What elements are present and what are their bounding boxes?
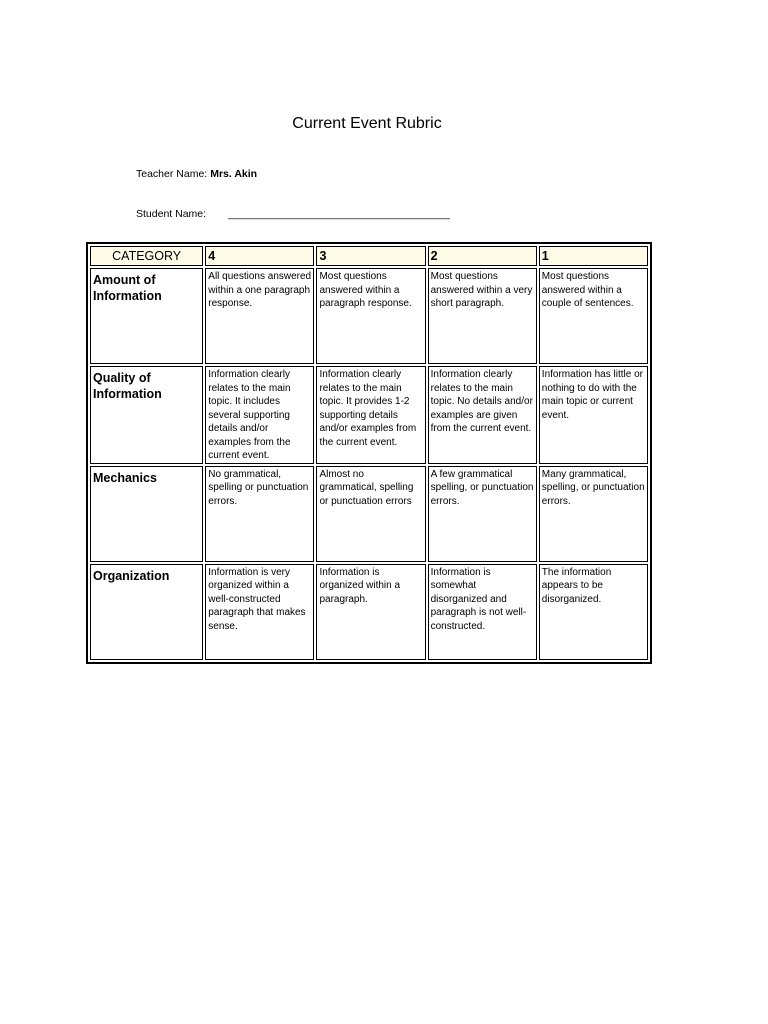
header-level-3-cell: 3 (316, 246, 425, 266)
category-cell: Mechanics (90, 466, 203, 562)
criteria-cell-level-2: Information clearly relates to the main topic. No details and/or examples are given from the current event. (428, 366, 537, 464)
student-name-blank: ________________________________________ (228, 208, 450, 220)
criteria-cell-level-4: Information clearly relates to the main topic. It includes several supporting details and/or examples from the current event. (205, 366, 314, 464)
header-level-4-cell: 4 (205, 246, 314, 266)
header-level-1-cell: 1 (539, 246, 648, 266)
rubric-row-mechanics (90, 466, 648, 562)
rubric-row-organization (90, 564, 648, 660)
criteria-cell-level-1: The information appears to be disorganized. (539, 564, 648, 660)
criteria-cell-level-1: Information has little or nothing to do with the main topic or current event. (539, 366, 648, 464)
criteria-cell-level-4: No grammatical, spelling or punctuation errors. (205, 466, 314, 562)
header-category-cell: CATEGORY (90, 246, 203, 266)
page-title: Current Event Rubric (292, 115, 442, 132)
student-name-line (136, 207, 450, 221)
criteria-cell-level-3: Information clearly relates to the main topic. It provides 1-2 supporting details and/or examples from the current event. (316, 366, 425, 464)
rubric-row-quality-of-information (90, 366, 648, 464)
criteria-cell-level-4: Information is very organized within a well-constructed paragraph that makes sense. (205, 564, 314, 660)
criteria-cell-level-1: Many grammatical, spelling, or punctuation errors. (539, 466, 648, 562)
criteria-cell-level-3: Information is organized within a paragraph. (316, 564, 425, 660)
criteria-cell-level-1: Most questions answered within a couple of sentences. (539, 268, 648, 364)
criteria-cell-level-2: Most questions answered within a very short paragraph. (428, 268, 537, 364)
rubric-row-amount-of-information (90, 268, 648, 364)
teacher-name-value: Mrs. Akin (210, 168, 258, 180)
teacher-name-line (136, 167, 257, 181)
criteria-cell-level-3: Most questions answered within a paragraph response. (316, 268, 425, 364)
criteria-cell-level-2: A few grammatical spelling, or punctuation errors. (428, 466, 537, 562)
header-level-2-cell: 2 (428, 246, 537, 266)
rubric-header-row (90, 246, 648, 266)
category-cell: Amount of Information (90, 268, 203, 364)
teacher-name-label: Teacher Name: (136, 168, 208, 180)
criteria-cell-level-2: Information is somewhat disorganized and paragraph is not well-constructed. (428, 564, 537, 660)
rubric-table (86, 242, 652, 664)
category-cell: Quality of Information (90, 366, 203, 464)
criteria-cell-level-4: All questions answered within a one paragraph response. (205, 268, 314, 364)
criteria-cell-level-3: Almost no grammatical, spelling or punctuation errors (316, 466, 425, 562)
student-name-label: Student Name: (136, 208, 207, 220)
category-cell: Organization (90, 564, 203, 660)
